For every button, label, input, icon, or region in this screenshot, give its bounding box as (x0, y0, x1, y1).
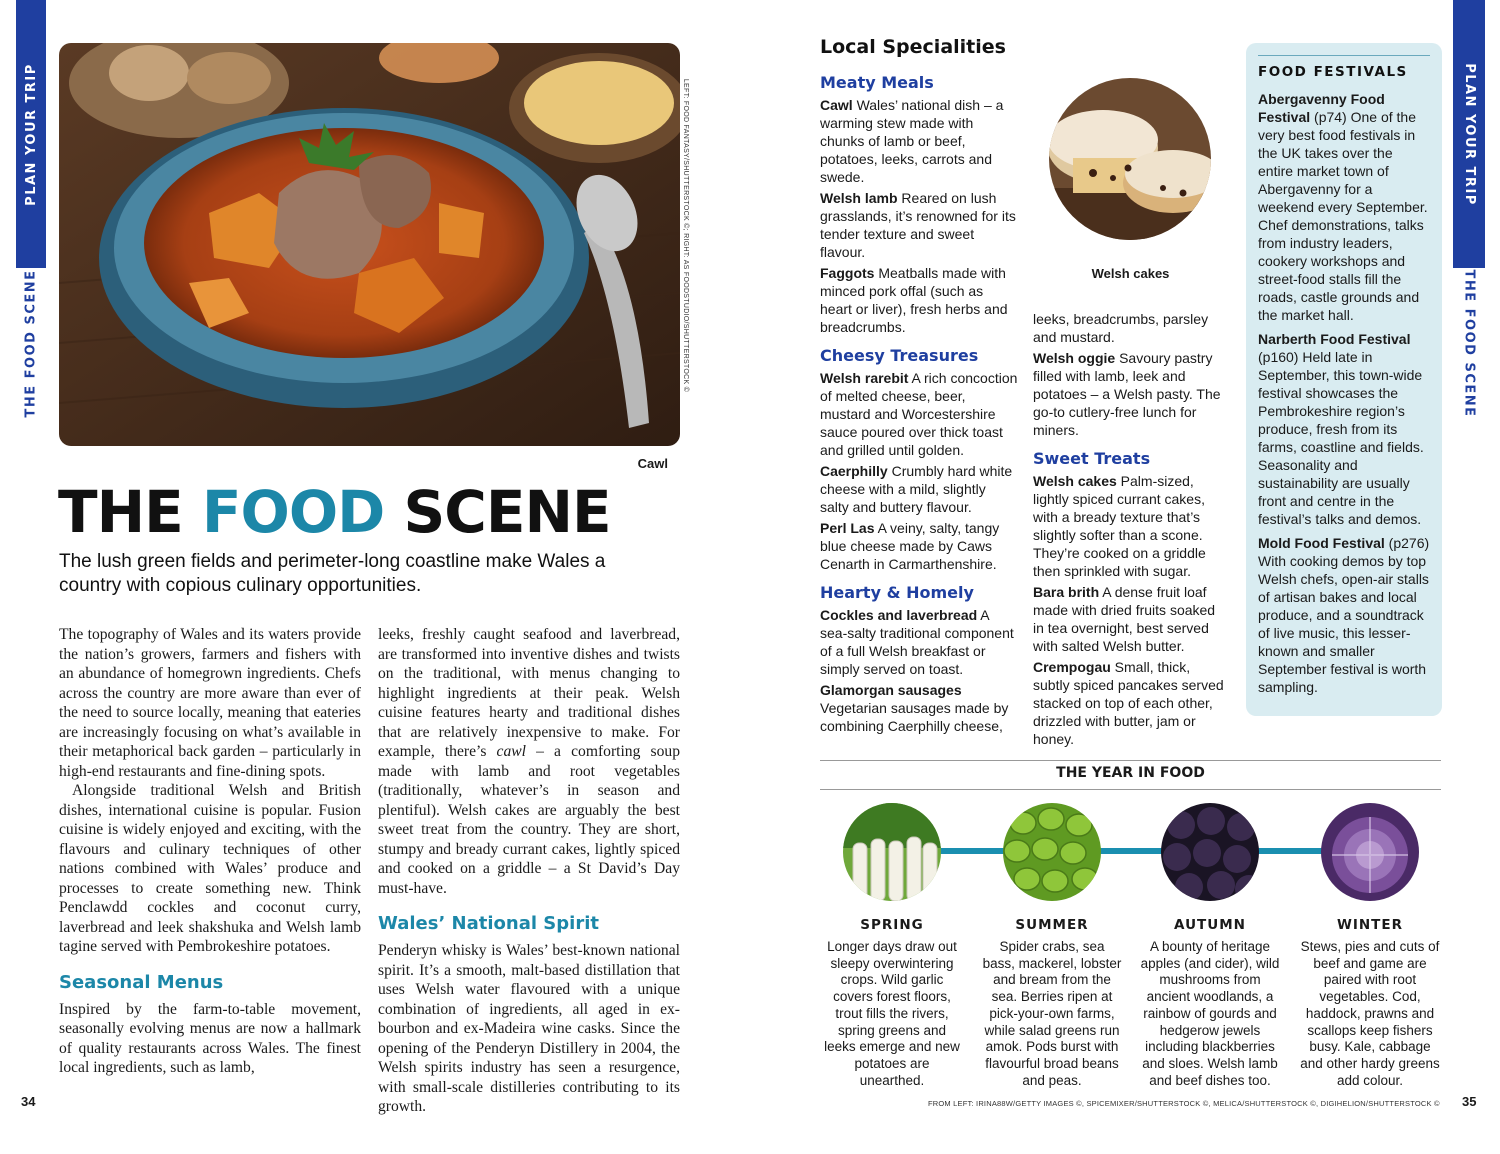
list-item (820, 606, 1018, 678)
body-text: – a comforting soup made with lamb and root vegetables (traditionally, whatever’s in season and plentiful). Welsh cakes are arguably the best sweet treat from the country. They are short, stumpy and bready currant cakes, lightly spiced and cooked on a griddle – a St David’s Day must-have. (378, 743, 680, 897)
item-desc: Meatballs made with minced pork offal (such as heart or liver), fresh herbs and breadcrumbs. (820, 265, 1008, 335)
body-text-italic: cawl (496, 743, 526, 760)
year-in-food-title: THE YEAR IN FOOD (1056, 765, 1205, 781)
left-tab-plan-label: PLAN YOUR TRIP (23, 62, 39, 206)
item-name: Bara brith (1033, 584, 1100, 600)
season-name: WINTER (1336, 917, 1404, 933)
season-desc: Spider crabs, sea bass, mackerel, lobster and bream from the sea. Berries ripen at pick-your-own farms, while salad greens run amok. Pods burst with flavourful broad beans and peas. (982, 939, 1122, 1088)
item-name: Perl Las (820, 520, 875, 536)
title-part-food: FOOD (201, 478, 385, 546)
photo-caption: Cawl (637, 456, 668, 471)
heading-sweet: Sweet Treats (1033, 449, 1151, 468)
page-title (58, 478, 611, 546)
list-item (820, 462, 1018, 516)
season-timeline (930, 848, 1340, 854)
festival-name: Narberth Food Festival (1258, 331, 1411, 347)
festival-desc: Held late in September, this town-wide festival showcases the Pembrokeshire region’s produce, fresh from its farms, coastline and fields. Seasonality and sustainability are usually front and centre in the festival’s talks and demos. (1258, 349, 1424, 527)
left-tab-plan (16, 0, 46, 268)
section-heading-seasonal: Seasonal Menus (59, 971, 224, 993)
list-item (820, 369, 1018, 459)
item-desc: Reared on lush grasslands, it’s renowned for its tender texture and sweet flavour. (820, 190, 1016, 260)
page-number-right: 35 (1462, 1094, 1477, 1109)
blackberries-photo (1161, 803, 1259, 901)
body-paragraph: Penderyn whisky is Wales’ best-known national spirit. It’s a smooth, malt-based distillation that uses Welsh water flavoured with a unique combination of ingredients, all aged in ex-bourbon and ex-Madeira wine casks. Since the opening of the Penderyn Distillery in 2004, the Welsh spirits industry has seen a resurgence, with small-scale distilleries contributing to its growth. (378, 942, 680, 1115)
item-desc: A veiny, salty, tangy blue cheese made by Caws Cenarth in Carmarthenshire. (820, 520, 1000, 572)
right-tab-section (1453, 268, 1485, 418)
list-item (1033, 658, 1228, 748)
season-name: SPRING (860, 917, 924, 933)
photo-credits-right: FROM LEFT: IRINA88W/GETTY IMAGES ©, SPICEMIXER/SHUTTERSTOCK ©, MELICA/SHUTTERSTOCK ©, DIGIHELION/SHUTTERSTOCK © (928, 1099, 1440, 1108)
specialities-column-1 (820, 73, 1018, 738)
festival-desc: With cooking demos by top Welsh chefs, open-air stalls of artisan bakes and local produce, and a soundtrack of live music, this lesser-known and smaller September festival is worth sampling. (1258, 553, 1429, 695)
item-name: Cockles and laverbread (820, 607, 978, 623)
list-item (820, 519, 1018, 573)
body-paragraph: Inspired by the farm-to-table movement, seasonally evolving menus are now a hallmark of quality restaurants across Wales. The finest local ingredients, such as lamb, (59, 1000, 361, 1076)
season-summer (982, 917, 1122, 1089)
spring-onions-photo (843, 803, 941, 901)
item-name: Caerphilly (820, 463, 888, 479)
season-winter (1300, 917, 1440, 1089)
heading-cheesy: Cheesy Treasures (820, 346, 979, 365)
broad-beans-photo (1003, 803, 1101, 901)
box-rule (1258, 55, 1430, 56)
season-desc: A bounty of heritage apples (and cider), wild mushrooms from ancient woodlands, a rainbow of gourds and hedgerow jewels including blackberries and sloes. Welsh lamb and beef dishes too. (1140, 939, 1280, 1088)
item-desc: Crumbly hard white cheese with a mild, slightly salty and buttery flavour. (820, 463, 1013, 515)
cawl-photo (59, 43, 680, 446)
item-desc: Wales’ national dish – a warming stew made with chunks of lamb or beef, potatoes, leeks, carrots and swede. (820, 97, 1004, 185)
body-text: leeks, freshly caught seafood and laverbread, are transformed into inventive dishes and twists on the traditional, with menus changing to highlight ingredients at their peak. Welsh cuisine features hearty and traditional dishes that are relatively inexpensive to make. For example, there’s (378, 626, 680, 760)
list-item (1033, 583, 1228, 655)
subheadline: The lush green fields and perimeter-long coastline make Wales a country with copious culinary opportunities. (59, 551, 606, 596)
item-desc: Palm-sized, lightly spiced currant cakes, with a bready texture that’s slightly softer than a scone. They’re cooked on a griddle then sprinkled with sugar. (1033, 473, 1206, 579)
season-name: SUMMER (1015, 917, 1089, 933)
item-desc: Small, thick, subtly spiced pancakes served stacked on top of each other, drizzled with butter, jam or honey. (1033, 659, 1224, 747)
heading-meaty: Meaty Meals (820, 73, 934, 92)
year-divider-top (820, 760, 1441, 761)
title-part-the: THE (58, 478, 202, 546)
festival-item (1258, 534, 1430, 696)
welsh-cakes-caption: Welsh cakes (1091, 266, 1170, 281)
photo-credit-text: LEFT: FOOD FANTASY/SHUTTERSTOCK ©; RIGHT: AS FOODSTUDIO/SHUTTERSTOCK © (682, 78, 690, 392)
list-item (820, 681, 1018, 735)
list-item (820, 189, 1018, 261)
list-item: leeks, breadcrumbs, parsley and mustard. (1033, 311, 1209, 345)
item-name: Welsh oggie (1033, 350, 1116, 366)
photo-credit (679, 70, 693, 400)
list-item (1033, 472, 1228, 580)
item-name: Welsh lamb (820, 190, 898, 206)
body-paragraph (378, 625, 680, 898)
body-paragraph: The topography of Wales and its waters provide the nation’s growers, farmers and fishers with an abundance of homegrown ingredients. Chefs across the country are more aware than ever of the need to source locally, meaning that eateries are increasingly focusing on what’s available in their metaphorical back garden – particularly in high-end restaurants and fine-dining spots. (59, 626, 361, 780)
year-divider-bottom (820, 789, 1441, 790)
season-name: AUTUMN (1174, 917, 1246, 933)
title-part-scene: SCENE (384, 478, 611, 546)
left-tab-section (16, 268, 46, 418)
festival-name: Abergavenny Food Festival (1258, 91, 1385, 125)
heading-hearty: Hearty & Homely (820, 583, 974, 602)
season-desc: Longer days draw out sleepy overwintering crops. Wild garlic covers forest floors, trout fills the rivers, spring greens and leeks emerge and new potatoes are unearthed. (824, 939, 960, 1088)
list-item (1033, 349, 1228, 439)
food-festivals-box (1246, 43, 1442, 716)
item-desc: A dense fruit loaf made with dried fruits soaked in tea overnight, best served with salted Welsh butter. (1033, 584, 1216, 654)
welsh-cakes-photo (1033, 78, 1228, 240)
festival-ref: (p160) (1258, 349, 1299, 365)
festival-name: Mold Food Festival (1258, 535, 1385, 551)
festival-item (1258, 330, 1430, 528)
item-desc: Savoury pastry filled with lamb, leek and potatoes – a Welsh pasty. The go-to cutlery-free lunch for miners. (1033, 350, 1221, 438)
body-column-1 (59, 625, 361, 1078)
right-tab-section-label: THE FOOD SCENE (1461, 269, 1477, 417)
left-tab-section-label: THE FOOD SCENE (23, 269, 39, 417)
item-name: Crempogau (1033, 659, 1111, 675)
festival-desc: One of the very best food festivals in the UK takes over the entire market town of Abergavenny for a weekend every September. Chef demonstrations, talks from industry leaders, cookery workshops and street-food stalls fill the roads, castle grounds and the market hall. (1258, 109, 1428, 323)
specialities-column-2 (1033, 310, 1228, 751)
section-heading-spirit: Wales’ National Spirit (378, 913, 599, 934)
item-name: Faggots (820, 265, 875, 281)
page-number-left: 34 (21, 1094, 36, 1109)
item-desc: A rich concoction of melted cheese, beer, mustard and Worcestershire sauce poured over thick toast and grilled until golden. (820, 370, 1018, 458)
season-autumn (1140, 917, 1280, 1089)
specialities-title: Local Specialities (820, 36, 1006, 58)
item-name: Cawl (820, 97, 853, 113)
item-desc: A sea-salty traditional component of a full Welsh breakfast or simply served on toast. (820, 607, 1014, 677)
item-name: Welsh rarebit (820, 370, 909, 386)
right-tab-plan-label: PLAN YOUR TRIP (1461, 62, 1477, 206)
festival-ref: (p74) (1310, 109, 1347, 125)
item-name: Glamorgan sausages (820, 682, 962, 698)
list-item (820, 96, 1018, 186)
season-spring (822, 917, 962, 1089)
body-paragraph: Alongside traditional Welsh and British dishes, international cuisine is popular. Fusion cuisine is widely enjoyed and exciting, with the flavours and culinary techniques of other nations combined with Wales’ produce and processes to create something new. Think Penclawdd cockles and coconut curry, laverbread and leek shakshuka and Welsh lamb tagine served with Pembrokeshire potatoes. (59, 782, 361, 955)
body-column-2 (378, 625, 680, 1117)
festival-item (1258, 90, 1430, 324)
season-desc: Stews, pies and cuts of beef and game are paired with root vegetables. Cod, haddock, prawns and scallops keep fishers busy. Kale, cabbage and other hardy greens add colour. (1300, 939, 1440, 1088)
item-desc: Vegetarian sausages made by combining Caerphilly cheese, (820, 700, 1009, 734)
item-name: Welsh cakes (1033, 473, 1117, 489)
right-tab-plan (1453, 0, 1485, 268)
red-cabbage-photo (1321, 803, 1419, 901)
festival-ref: (p276) (1384, 535, 1430, 551)
list-item (820, 264, 1018, 336)
festivals-title: FOOD FESTIVALS (1258, 64, 1408, 80)
